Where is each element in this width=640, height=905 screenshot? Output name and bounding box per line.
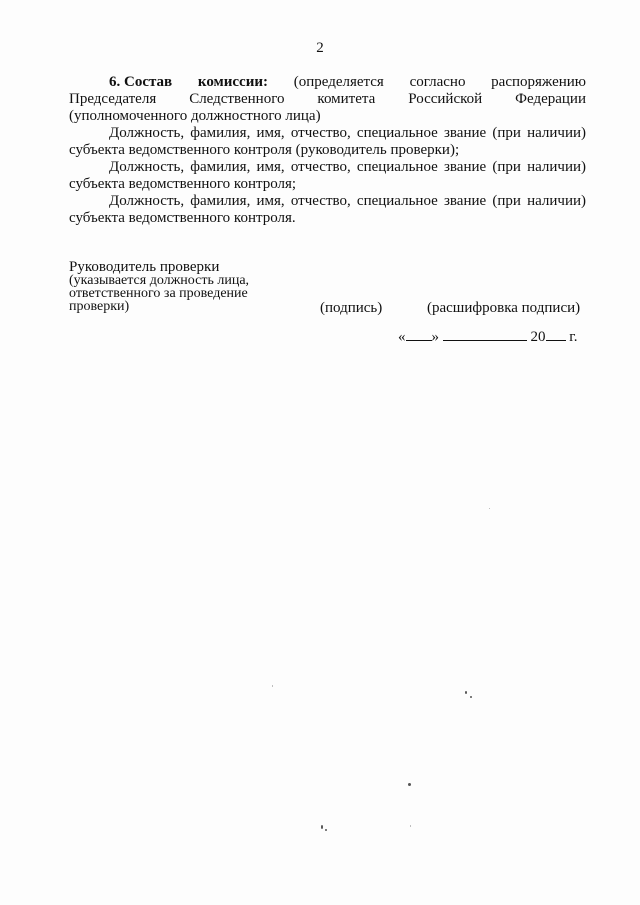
scan-speck — [489, 508, 490, 509]
signature-note-line: проверки) — [69, 299, 130, 314]
scan-speck — [321, 825, 323, 829]
scan-speck — [410, 825, 411, 827]
member-line: субъекта ведомственного контроля (руководитель проверки); — [69, 142, 460, 158]
heading-word: Председателя — [69, 91, 157, 107]
scan-speck — [325, 829, 327, 831]
member-line: субъекта ведомственного контроля. — [69, 210, 296, 226]
signature-title: Руководитель проверки — [69, 259, 220, 275]
member-line: Должность, фамилия, имя, отчество, специальное звание (при наличии) — [109, 125, 586, 141]
member-line: Должность, фамилия, имя, отчество, специальное звание (при наличии) — [109, 193, 586, 209]
heading-word: распоряжению — [491, 74, 586, 90]
section-heading-title: комиссии: — [197, 74, 268, 90]
member-paragraph — [69, 125, 586, 159]
section-heading-number: 6. Состав — [109, 74, 173, 90]
date-year-blank — [546, 327, 566, 341]
date-year-prefix: 20 — [530, 329, 546, 345]
page-number: 2 — [316, 40, 324, 56]
date-open-quote: « — [398, 329, 406, 345]
date-close-quote: » — [431, 329, 439, 345]
date-month-blank — [443, 327, 527, 341]
scan-speck — [408, 783, 411, 786]
heading-word: согласно — [409, 74, 466, 90]
date-day-blank — [406, 327, 432, 341]
signature-label: (подпись) — [320, 300, 383, 316]
scan-speck — [470, 696, 472, 698]
date-year-suffix: г. — [569, 329, 578, 345]
heading-word: Федерации — [515, 91, 586, 107]
signature-note-line: ответственного за проведение — [69, 286, 248, 301]
signature-block — [69, 260, 279, 313]
member-paragraph — [69, 193, 586, 227]
scan-speck — [272, 685, 273, 687]
heading-word: комитета — [317, 91, 376, 107]
heading-word: Следственного — [189, 91, 285, 107]
heading-word: Российской — [408, 91, 483, 107]
signature-decode-label: (расшифровка подписи) — [427, 300, 581, 316]
member-paragraph — [69, 159, 586, 193]
section-heading-line-2 — [69, 91, 586, 108]
scan-speck — [465, 691, 467, 694]
heading-word: (определяется — [293, 74, 384, 90]
section-commission — [69, 74, 586, 227]
section-heading-line-3: (уполномоченного должностного лица) — [69, 108, 321, 124]
member-line: Должность, фамилия, имя, отчество, специальное звание (при наличии) — [109, 159, 586, 175]
member-line: субъекта ведомственного контроля; — [69, 176, 297, 192]
signature-note-line: (указывается должность лица, — [69, 273, 250, 288]
section-heading-line — [69, 74, 586, 91]
date-line — [398, 327, 577, 346]
